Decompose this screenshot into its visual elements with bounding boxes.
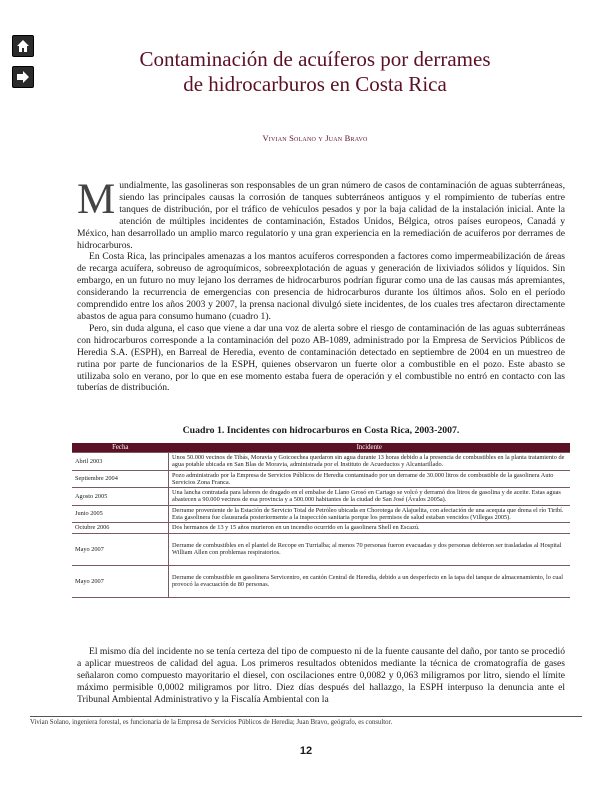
table-row (72, 523, 570, 533)
row-incident: Pozo administrado por la Empresa de Servicios Públicos de Heredia contaminado por un derrame de 30.000 litros de combustible de la gasolinera Auto Servicios Zona Franca. (169, 470, 571, 488)
row-date: Mayo 2007 (72, 565, 169, 597)
incidents-table (72, 443, 570, 598)
article-title (60, 47, 570, 97)
home-icon (16, 39, 30, 53)
paragraph-1-text: undialmente, las gasolineras son responsables de un gran número de casos de contaminación de aguas subterráneas, siendo las principales causas la corrosión de tanques subterráneos antiguos y el rompimiento de tuberías entre tanques de distribución, por el tráfico de vehículos pesados y por la baja calidad de la instalación inicial. Ante la atención de múltiples incidentes de contaminación, Estados Unidos, Bélgica, otros países europeos, Canadá y México, han desarrollado un amplio marco regulatorio y una gran experiencia en la remediación de acuíferos por derrames de hidrocarburos. (77, 180, 565, 251)
table-row (72, 533, 570, 565)
row-incident: Derrame proveniente de la Estación de Servicio Total de Petróleo ubicada en Chorotega de Alajuelita, con afectación de una acequia que drena el río Tiribí. Esta gasolinera fue clausurada posteriormente a la inspección sanitaria porque los permisos de salud estaban vencidos (Villegas 2005). (169, 505, 571, 523)
paragraph-4: El mismo día del incidente no se tenía certeza del tipo de compuesto ni de la fuente causante del daño, por tanto se procedió a aplicar muestreos de calidad del agua. Los primeros resultados obtenidos mediante la técnica de cromatografía de gases señalaron como compuesto mayoritario el diesel, con oscilaciones entre 0,0082 y 0,063 miligramos por litro, siendo el límite máximo permisible 0,0002 miligramos por litro. Diez días después del hallazgo, la ESPH interpuso la denuncia ante el Tribunal Ambiental Administrativo y la Fiscalía Ambiental con la (77, 646, 565, 705)
table-row (72, 488, 570, 506)
row-date: Septiembre 2004 (72, 470, 169, 488)
row-incident: Unos 50.000 vecinos de Tibás, Moravia y Goicoechea quedaron sin agua durante 13 horas debido a la presencia de combustibles en la planta tratamiento de agua potable ubicada en San Blas de Moravia, administrada por el Instituto de Acueductos y Alcantarillado. (169, 453, 571, 471)
title-line-1: Contaminación de acuíferos por derrames (139, 47, 491, 71)
table-row (72, 565, 570, 597)
next-page-button[interactable] (12, 66, 34, 88)
row-incident: Dos hermanos de 13 y 15 años murieron en un incendio ocurrido en la gasolinera Shell en Escazú. (169, 523, 571, 533)
row-incident: Una lancha contratada para labores de dragado en el embalse de Llano Grosó en Cartago se volcó y derramó dos litros de gasolina y de aceite. Estas aguas abastecen a 90.000 vecinos de esa provincia y a 500.000 habitantes de la ciudad de San José (Ávalos 2005a). (169, 488, 571, 506)
table-row (72, 470, 570, 488)
row-date: Abril 2003 (72, 453, 169, 471)
row-date: Mayo 2007 (72, 533, 169, 565)
row-date: Junio 2005 (72, 505, 169, 523)
paragraph-3: Pero, sin duda alguna, el caso que viene a dar una voz de alerta sobre el riesgo de contaminación de las aguas subterráneas con hidrocarburos corresponde a la contaminación del pozo AB-1089, administrado por la Empresa de Servicios Públicos de Heredia S.A. (ESPH), en Barreal de Heredia, evento de contaminación detectado en septiembre de 2004 en un muestreo de rutina por parte de funcionarios de la ESPH, quienes observaron un fuerte olor a combustible en el pozo. Este abasto se utilizaba solo en verano, por lo que en ese momento estaba fuera de operación y el combustible no entró en contacto con las tuberías de distribución. (77, 322, 565, 394)
arrow-right-icon (16, 70, 30, 84)
home-button[interactable] (12, 35, 34, 57)
drop-cap: M (77, 176, 116, 223)
paragraph-2: En Costa Rica, las principales amenazas a los mantos acuíferos corresponden a factores como impermeabilización de áreas de recarga acuífera, sobreuso de agroquímicos, sobreexplotación de aguas y generación de lixiviados sólidos y líquidos. Sin embargo, en un futuro no muy lejano los derrames de hidrocarburos podrían figurar como una de las causas más apremiantes, considerando la recurrencia de emergencias con presencia de hidrocarburos durante los últimos años. Solo en el período comprendido entre los años 2003 y 2007, la prensa nacional divulgó siete incidentes, de los cuales tres afectaron directamente abastos de agua para consumo humano (cuadro 1). (77, 251, 565, 322)
row-date: Octubre 2006 (72, 523, 169, 533)
after-table-text (77, 646, 565, 706)
row-date: Agosto 2005 (72, 488, 169, 506)
footnote: Vivian Solano, ingeniera forestal, es funcionaria de la Empresa de Servicios Públicos de Heredia; Juan Bravo, geógrafo, es consultor. (30, 719, 393, 726)
table-row (72, 505, 570, 523)
row-incident: Derrame de combustible en gasolinera Servicentro, en cantón Central de Heredia, debido a un desperfecto en la tapa del tanque de almacenamiento, lo cual provocó la evacuación de 80 personas. (169, 565, 571, 597)
authors: Vivian Solano y Juan Bravo (262, 133, 368, 143)
paragraph-1 (77, 176, 565, 251)
title-line-2: de hidrocarburos en Costa Rica (183, 72, 447, 96)
footnote-divider (30, 716, 582, 717)
table-header-row (72, 443, 570, 453)
page-number: 12 (299, 745, 313, 757)
header-incidente: Incidente (169, 443, 571, 453)
intro-text (77, 176, 565, 394)
row-incident: Derrame de combustibles en el plantel de Recope en Turrialba; al menos 70 personas fueron evacuadas y dos personas debieron ser trasladadas al Hospital William Allen con problemas respiratorios. (169, 533, 571, 565)
table-row (72, 453, 570, 471)
header-fecha: Fecha (72, 443, 169, 453)
table-title: Cuadro 1. Incidentes con hidrocarburos en Costa Rica, 2003-2007. (182, 425, 460, 436)
